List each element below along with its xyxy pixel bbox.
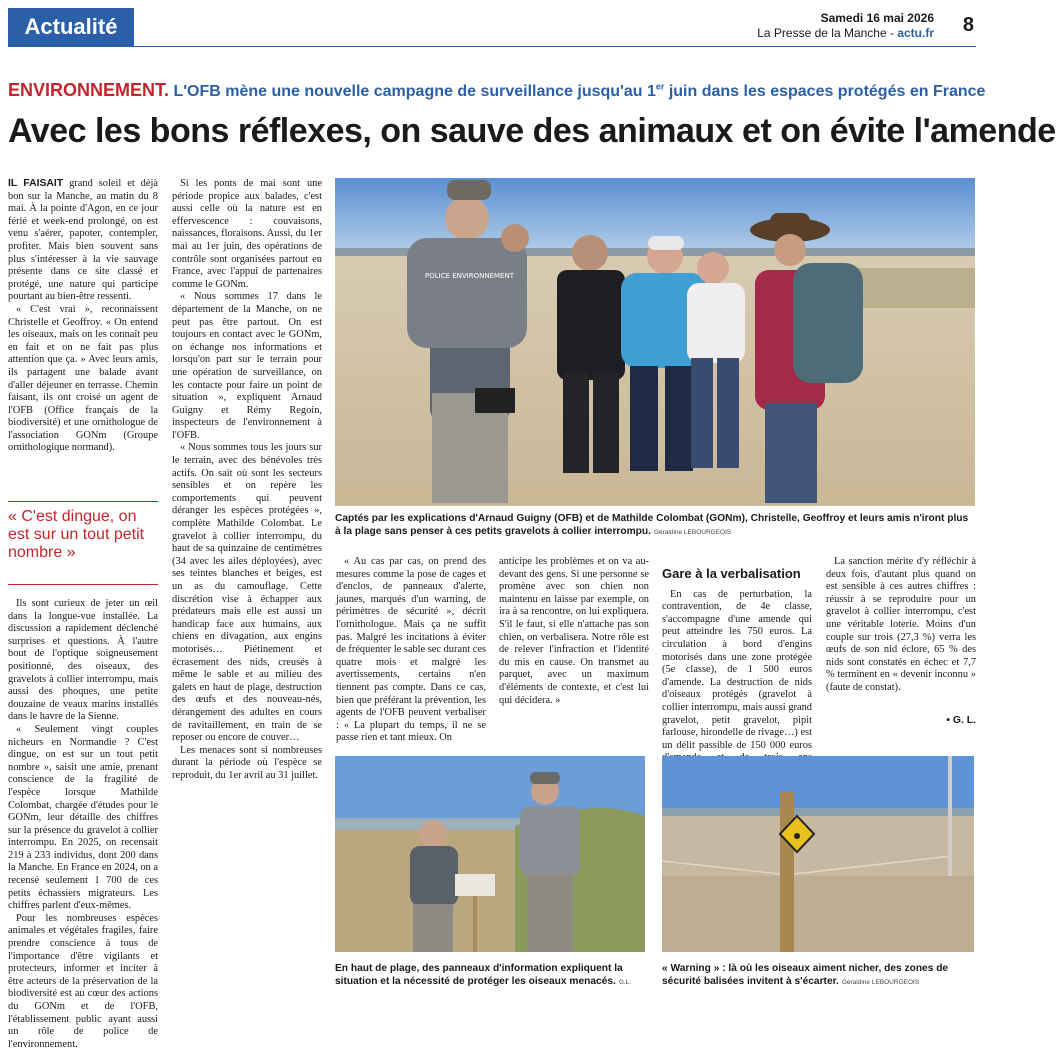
- article-column-1-bottom: [8, 598, 158, 1050]
- article-paragraph: « Nous sommes 17 dans le département de la Manche, on ne peut pas être partout. On est toujours en contact avec le GONm, on échange nos informations et lorsqu'on part sur le terrain pour une opération de surveillance, on les contacte pour faire un point de situation », expliquent Arnaud Guigny et Rémy Regoin, inspecteurs de l'environnement à l'OFB.: [172, 291, 322, 441]
- article-column-2: [172, 178, 322, 998]
- pull-quote: « C'est dingue, on est sur un tout petit nombre »: [8, 508, 145, 561]
- kicker: [8, 80, 986, 101]
- lead-paragraph-rest: grand soleil et déjà bon sur la Manche, au matin du 8 mai. À la pointe d'Agon, en ce jour férié et week-end prolongé, on est venu s'aérer, papoter, contempler, profiter. Mais bien souvent sans plus s'intéresser à la vie sauvage présente dans ce site classé et protégé, une nature qui participe pourtant au bien-être ressenti.: [8, 178, 158, 303]
- pull-quote-rule-bottom: [8, 584, 158, 585]
- photo-credit: Géraldine LEBOURGEOIS: [841, 979, 920, 986]
- lead-in: IL FAISAIT: [8, 178, 64, 189]
- kicker-sup: er: [655, 81, 665, 92]
- photo-credit: Géraldine LEBOURGEOIS: [653, 529, 732, 536]
- header-rule: [8, 46, 976, 47]
- right-photo-caption: [662, 962, 974, 989]
- article-column-5: [662, 556, 812, 751]
- publication-name: [757, 26, 934, 40]
- caption-text: « Warning » : là où les oiseaux aiment nicher, des zones de sécurité balisées invitent à s'écarter.: [662, 963, 949, 987]
- article-paragraph: Pour les nombreuses espèces animales et végétales fragiles, faire prendre conscience à tous de l'importance d'être vigilants et protecteurs, informer et inciter à être acteurs de la préservation de la biodiversité est au cœur des actions du GONm et de l'OFB, l'établissement public ayant aussi un rôle de police de l'environnement.: [8, 912, 158, 1050]
- vest-label: POLICE ENVIRONNEMENT: [425, 272, 514, 280]
- photo-credit: G.L.: [618, 979, 632, 986]
- main-photo-caption: [335, 512, 975, 539]
- article-paragraph: En cas de perturbation, la contravention, de 4e classe, s'accompagne d'une amende qui peut atteindre les 750 euros. La circulation à bord d'engins motorisés dans une zone protégée (5e classe), de 1 500 euros d'amende. La destruction de nids d'oiseaux protégés (gravelot à collier interrompu, mais aussi grand gravelot, petit gravelot, pipit farlouse, hirondelle de rivage…) est un délit passible de 150 000 euros: [662, 588, 812, 751]
- photo-agents-info-panel: [335, 756, 645, 952]
- article-paragraph: « Nous sommes tous les jours sur le terrain, avec des bénévoles très actifs. On sait où sont les secteurs sensibles et on repère les comportements qui peuvent déranger les espèces protégées », complète Mathilde Colombat. Le gravelot à collier interrompu, du haut de sa quinzaine de centimètres (34 avec les ailes déployées), avec ses teintes blanches et beiges, est un as du camouflage. Cette discrétion vise à échapper aux prédateurs mais elle est aussi un handicap face aux humains, aux chiens en divagation, aux engins motorisés… Piétinement et écrasement des nids, creusés à même le sable et au milieu des galets en haut de plage, destruction des œufs et des nouveau-nés, dérangement des adultes en cours de ravitaillement, en train de se reposer ou encore de couver…: [172, 442, 322, 744]
- section-rubric: Actualité: [8, 8, 134, 46]
- pull-quote-rule-top: [8, 501, 158, 502]
- publication-site: actu.fr: [897, 26, 934, 40]
- article-paragraph: Ils sont curieux de jeter un œil dans la longue-vue installée. La discussion a rapidement déclenché surprises et questions. À l'autre bout de l'optique soigneusement positionné, des oiseaux, des gravelots à collier interrompu, mais aussi des phoques, une petite douzaine de veaux marins installés dans le havre de la Sienne.: [8, 598, 158, 723]
- article-column-3: [336, 556, 486, 746]
- left-photo-caption: [335, 962, 645, 989]
- article-paragraph: « Au cas par cas, on prend des mesures comme la pose de cages et d'enclos, de panneaux d'alerte, jaunes, marqués d'un warning, de périmètres de sécurité », décrit l'ornithologue. Mais ça ne suffit pas. Malgré les incitations à éviter de fréquenter le sable sec durant ces quatre mois et malgré les avertissements, certains n'en tiennent pas compte. Dans ce cas, bien que préférant la prévention, les agents de l'OFB peuvent verbaliser : « La plupart du temps, il ne se passe rien et tant mieux. On: [336, 556, 487, 744]
- headline: Avec les bons réflexes, on sauve des animaux et on évite l'amende: [8, 112, 1056, 150]
- article-paragraph: Les menaces sont si nombreuses durant la période où l'espèce se reproduit, du 1er avril au 31 juillet.: [172, 744, 322, 781]
- subhead: Gare à la verbalisation: [662, 566, 801, 581]
- photo-right-illustration: [662, 756, 974, 952]
- caption-text: Captés par les explications d'Arnaud Guigny (OFB) et de Mathilde Colombat (GONm), Christelle, Geoffroy et leurs amis n'iront plus à la plage sans penser à ces petits gravelots à collier interrompu.: [335, 513, 969, 537]
- publication-title: La Presse de la Manche -: [757, 26, 898, 40]
- article-paragraph-continued: anticipe les problèmes et on va au-devant des gens. Si une personne se promène avec son chien non maintenu en laisse par exemple, on ira à sa rencontre, on lui expliquera. S'il le faut, si elle n'attache pas son chien, on verbalisera. Notre rôle est de relever l'infraction et l'identité du mis en cause. On transmet au parquet, avec un maximum d'éléments de contexte, et c'est lui qui décidera. »: [499, 556, 649, 706]
- article-paragraph: « Seulement vingt couples nicheurs en Normandie ? C'est dingue, on est sur un tout petit nombre », saisit une amie, prenant conscience de la fragilité de l'espèce lorsque Mathilde Colombat, chargée d'études pour le GONm, leur détaille des chiffres sur la présence du gravelot à collier interrompu. En 2025, on recensait 219 à 233 individus, dont 200 dans la Manche. En France en 2024, on a recensé seulement 1 700 de ces petits échassiers migrateurs. Les chiffres parlent d'eux-mêmes.: [8, 723, 158, 912]
- kicker-text-after: juin dans les espaces protégés en France: [664, 83, 986, 100]
- photo-left-illustration: [335, 756, 645, 952]
- page-number: 8: [962, 14, 974, 36]
- kicker-tag: ENVIRONNEMENT.: [8, 80, 170, 100]
- article-paragraph: [8, 178, 158, 304]
- kicker-text: [169, 83, 985, 100]
- main-photo-illustration: [335, 178, 975, 506]
- article-paragraph: Si les ponts de mai sont une période propice aux balades, c'est aussi celle où la nature est en effervescence : couvaisons, naissances, floraisons. Aussi, du 1er mai au 1er juin, des opérations de contrôle sont organisées partout en France, avec l'appui de partenaires comme le GONm.: [172, 178, 322, 290]
- article-paragraph: La sanction mérite d'y réfléchir à deux fois, d'autant plus quand on est sensible à ces autres chiffres : réussir à se reproduire pour un gravelot à collier interrompu, c'est une véritable loterie. Moins d'un couple sur trois (27,3 %) verra les œufs de son nid éclore, 65 % des nids sont constatés en échec et 7,7 % terminent en « devenir inconnu » (faute de constat).: [826, 556, 976, 693]
- article-paragraph: « C'est vrai », reconnaissent Christelle et Geoffroy. « On entend les oiseaux, mais on les connaît peu en fait et on ne fait pas plus attention que ça. » Avec leurs amis, ils partagent une balade avant d'aller déjeuner en terrasse. Chemin faisant, ils ont croisé un agent de l'OFB (Office français de la biodiversité) et une ornithologue de l'association GONm (Groupe ornithologique normand).: [8, 303, 158, 454]
- author-signature: • G. L.: [946, 714, 976, 726]
- photo-warning-sign-beach: [662, 756, 974, 952]
- main-photo-group-on-beach: [335, 178, 975, 506]
- article-column-1-top: [8, 178, 158, 496]
- publication-date: Samedi 16 mai 2026: [820, 11, 934, 25]
- article-column-6: [826, 556, 976, 746]
- article-column-4: [499, 556, 649, 746]
- caption-text: En haut de plage, des panneaux d'information expliquent la situation et la nécessité de protéger les oiseaux menacés.: [335, 963, 623, 987]
- kicker-text-before: L'OFB mène une nouvelle campagne de surveillance jusqu'au 1: [169, 83, 656, 100]
